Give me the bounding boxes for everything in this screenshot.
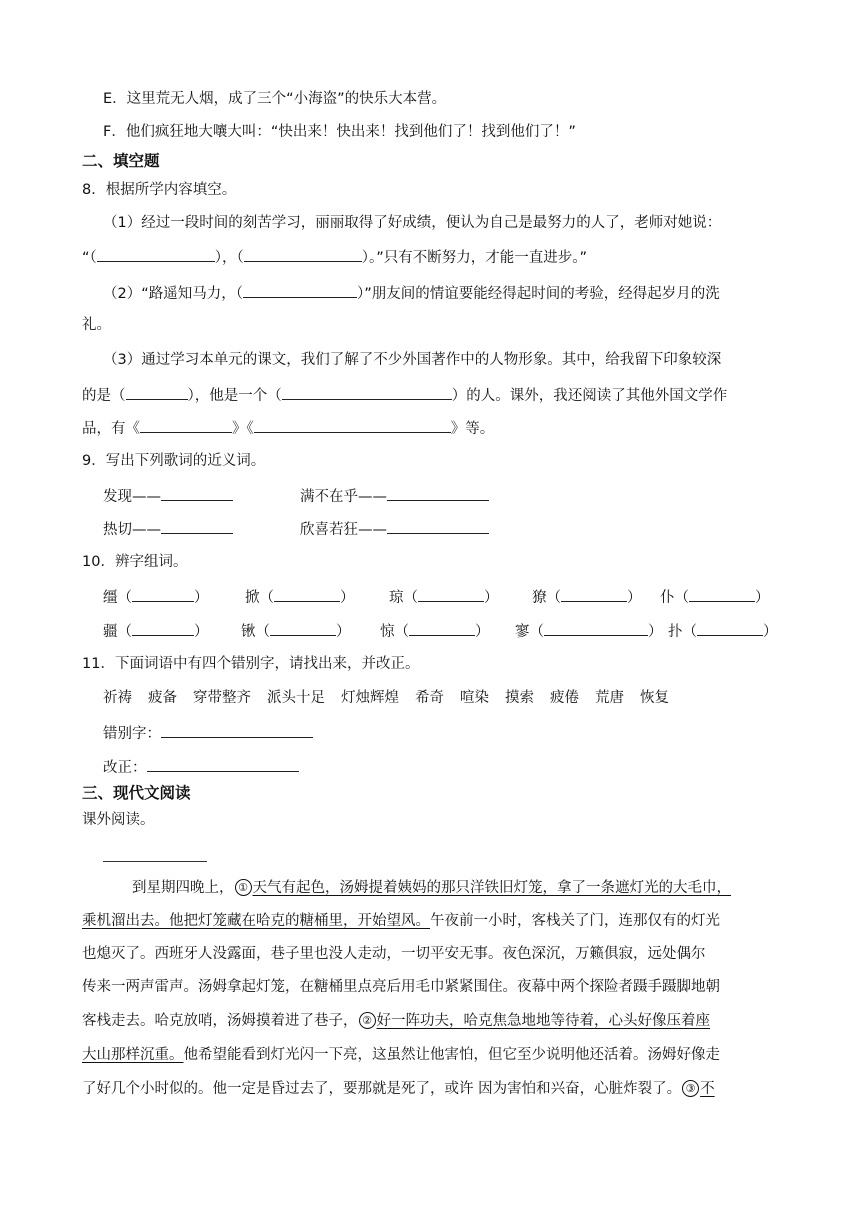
q10-blank[interactable] [132,586,194,602]
option-e: E．这里荒无人烟，成了三个“小海盗”的快乐大本营。 [103,91,447,107]
q8-part3-c: ）的人。课外，我还阅读了其他外国文学作 [451,388,728,404]
q10-char: 琼（ [389,590,418,606]
q10-r1-2 [245,586,355,608]
q10-char: 惊（ [380,624,409,640]
q10-blank[interactable] [270,620,336,636]
passage-text: 他希望能看到灯光闪一下亮，这虽然让他害怕，但它至少说明他还活着。汤姆好像走 [183,1047,720,1063]
q11-word-list [103,688,685,708]
q8-part3-line2 [82,384,727,406]
q10-close: ） [194,624,209,640]
passage-text: 到星期四晚上， [132,880,234,896]
q8-blank-5[interactable] [282,384,452,400]
passage-line-4: 传来一两声雷声。汤姆拿起灯笼，在糖桶里点亮后用毛巾紧紧围住。夜幕中两个探险者蹑手蹑脚地朝 [82,979,720,995]
passage-line-1 [132,878,731,898]
q10-r1-4 [532,586,642,608]
underlined-sentence-1-cont: 乘机溜出去。他把灯笼藏在哈克的糖桶里，开始望风。 [82,913,430,929]
q8-part2-close: ）”朋友间的情谊要能经得起时间的考验，经得起岁月的洗 [357,286,720,302]
q10-r2-4 [515,620,663,642]
q9-item-4 [300,518,489,540]
passage-line-2 [82,911,720,931]
q9-item-3 [103,518,233,540]
q8-part1-line1: （1）经过一段时间的刻苦学习，丽丽取得了好成绩，便认为自己是最努力的人了，老师对她说： [103,215,722,231]
q10-blank[interactable] [544,620,648,636]
q10-r1-3 [389,586,499,608]
q10-blank[interactable] [418,586,484,602]
q10-close: ） [648,624,663,640]
q9-item-1 [103,485,233,507]
q8-part1-close: ）。”只有不断努力，才能一直进步。” [361,250,588,266]
q10-r2-3 [380,620,490,642]
q10-r2-5 [668,620,778,642]
q11-fix-label: 改正： [103,760,147,776]
marker-3: ③ [682,1080,699,1097]
passage-line-3: 也熄灭了。西班牙人没露面，巷子里也没人走动，一切平安无事。夜色深沉，万籁俱寂，远处偶尔 [82,946,706,962]
q8-part3-f: 》等。 [450,421,495,437]
q10-char: 掀（ [245,590,274,606]
q10-char: 缰（ [103,590,132,606]
q11-word: 摸索 [505,690,534,706]
q8-part3-line1: （3）通过学习本单元的课文，我们了解了不少外国著作中的人物形象。其中，给我留下印象较深 [103,352,722,368]
passage-line-5 [82,1011,710,1031]
q8-blank-2[interactable] [244,246,362,262]
passage-line-6 [82,1045,720,1065]
q10-r2-1 [103,620,209,642]
q9-blank-3[interactable] [161,518,233,534]
q10-blank[interactable] [274,586,340,602]
q10-char: 仆（ [660,590,689,606]
q11-fix-row [103,756,299,778]
q10-close: ） [763,624,778,640]
q8-part3-line3 [82,417,494,439]
q8-blank-3[interactable] [243,282,357,298]
q8-part1-line2 [82,246,587,268]
q10-blank[interactable] [132,620,194,636]
q8-part3-b: ），他是一个（ [187,388,282,404]
q10-char: 疆（ [103,624,132,640]
q11-word: 恢复 [640,690,669,706]
passage-line-7 [82,1079,715,1099]
q11-word: 喧染 [460,690,489,706]
q10-r1-5 [660,586,770,608]
q11-word: 疲倦 [550,690,579,706]
q8-part1-mid: ），（ [214,250,244,266]
q8-blank-7[interactable] [254,417,451,433]
q11-word: 疲备 [148,690,177,706]
passage-title-line [103,861,207,862]
section-heading-fill-blanks: 二、填空题 [82,152,160,170]
q11-word: 派头十足 [267,690,325,706]
q10-blank[interactable] [689,586,755,602]
q8-blank-4[interactable] [126,384,188,400]
section-heading-reading: 三、现代文阅读 [82,784,191,802]
q11-word: 穿带整齐 [193,690,251,706]
q9-blank-2[interactable] [387,485,489,501]
q11-word: 灯烛辉煌 [341,690,399,706]
reading-instruction: 课外阅读。 [82,812,155,828]
q11-fix-blank[interactable] [147,756,299,772]
q8-blank-6[interactable] [140,417,232,433]
q10-close: ） [340,590,355,606]
question-10-stem: 10．辨字组词。 [82,554,188,570]
marker-2: ② [359,1012,376,1029]
q10-close: ） [755,590,770,606]
underlined-sentence-1: 天气有起色，汤姆提着姨妈的那只洋铁旧灯笼，拿了一条遮灯光的大毛巾， [252,880,731,896]
q9-blank-4[interactable] [387,518,489,534]
underlined-sentence-2-cont: 大山那样沉重。 [82,1047,184,1063]
q11-word: 荒唐 [595,690,624,706]
q8-part3-d: 品，有《 [82,421,140,437]
q8-part3-a: 的是（ [82,388,126,404]
question-9-stem: 9．写出下列歌词的近义词。 [82,453,266,469]
q10-char: 寥（ [515,624,544,640]
q10-blank[interactable] [561,586,627,602]
q10-close: ） [194,590,209,606]
marker-1: ① [235,879,252,896]
q10-blank[interactable] [409,620,475,636]
q9-word-2: 满不在乎—— [300,489,387,505]
passage-text: 客栈走去。哈克放哨，汤姆摸着进了巷子， [82,1013,358,1029]
passage-text: 了好几个小时似的。他一定是昏过去了，要那就是死了，或许 因为害怕和兴奋，心脏炸裂了。 [82,1081,682,1097]
q10-char: 锹（ [241,624,270,640]
q10-blank[interactable] [697,620,763,636]
q8-part3-e: 》《 [232,421,254,437]
q8-part2-open: （2）“路遥知马力，（ [103,286,243,302]
q9-word-1: 发现—— [103,489,161,505]
q10-r2-2 [241,620,351,642]
q8-part1-open: “（ [82,250,97,266]
q10-close: ） [627,590,642,606]
passage-text: 午夜前一小时，客栈关了门，连那仅有的灯光 [430,913,720,929]
q10-char: 扑（ [668,624,697,640]
q10-char: 獠（ [532,590,561,606]
underlined-sentence-2: 好一阵功夫，哈克焦急地地等待着，心头好像压着座 [376,1013,710,1029]
q10-close: ） [484,590,499,606]
q9-word-3: 热切—— [103,522,161,538]
q8-blank-1[interactable] [97,246,215,262]
q11-word: 希奇 [415,690,444,706]
question-8-stem: 8．根据所学内容填空。 [82,182,237,198]
q8-part2-line1 [103,282,720,304]
q10-close: ） [336,624,351,640]
q11-wrong-chars-row [103,722,313,744]
q11-word: 祈祷 [103,690,132,706]
question-11-stem: 11．下面词语中有四个错别字，请找出来，并改正。 [82,656,420,672]
q10-close: ） [475,624,490,640]
option-f: F．他们疯狂地大嚷大叫：“快出来！快出来！找到他们了！找到他们了！” [103,124,576,140]
underlined-sentence-3: 不 [700,1081,715,1097]
q11-wrong-label: 错别字： [103,726,161,742]
q10-r1-1 [103,586,209,608]
q9-blank-1[interactable] [161,485,233,501]
q8-part2-line2: 礼。 [82,317,111,333]
q9-item-2 [300,485,489,507]
q11-wrong-blank[interactable] [161,722,313,738]
q9-word-4: 欣喜若狂—— [300,522,387,538]
